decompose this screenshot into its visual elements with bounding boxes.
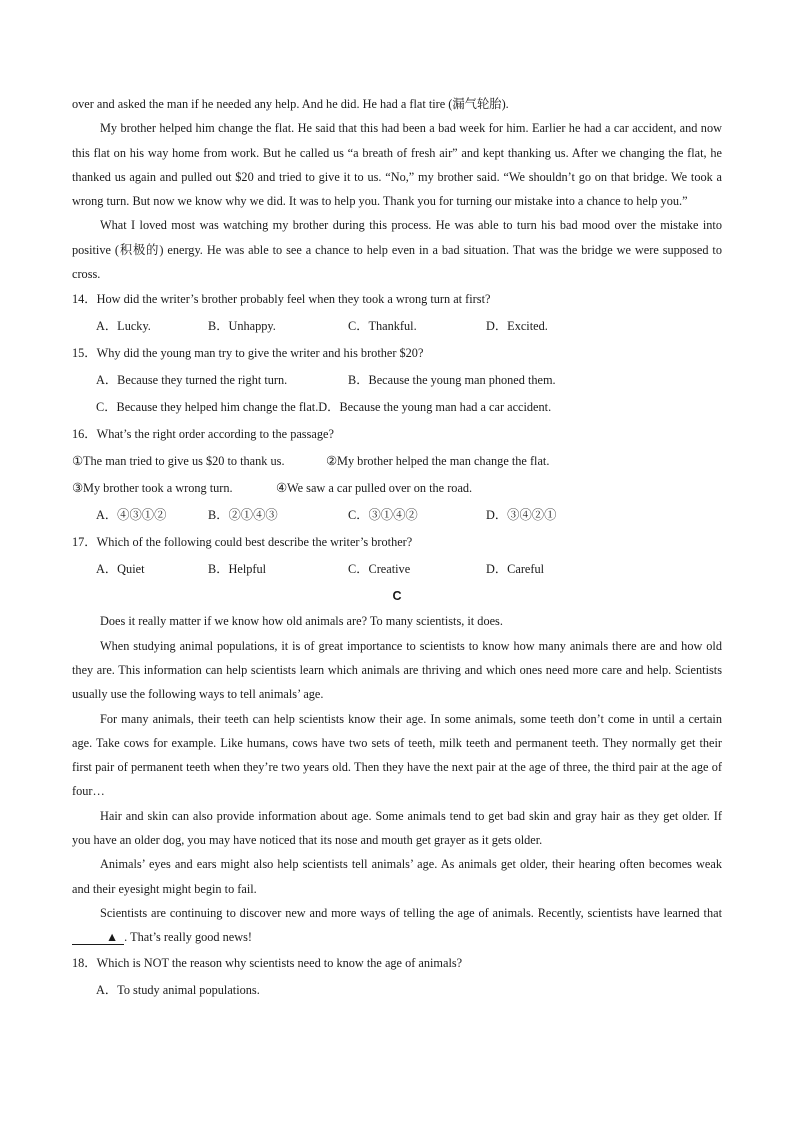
question-15-options-row-2 [72,394,722,421]
option-d: D．③④②① [486,508,557,523]
section-c-heading: C [392,589,402,604]
question-15 [72,340,722,421]
question-16-statements-row-1 [72,448,722,475]
question-18-options [72,977,722,1004]
question-15-options-row-1 [72,367,722,394]
option-b: B．Because the young man phoned them. [348,373,556,388]
section-c-paragraph-4: Hair and skin can also provide information about age. Some animals tend to get bad skin and gray hair as they get older. If you have an older dog, you may have noticed that its nose and mouth get grayer as it gets older. [72,808,722,848]
option-b: B．Helpful [208,562,267,577]
passage-b-paragraph-2: What I loved most was watching my brother during this process. He was able to turn his bad mood over the mistake into positive (积极的) energy. He was able to see a chance to help even in a bad situation. That was the bridge we were supposed to cross. [72,218,722,282]
answer-blank: ▲ [72,930,124,945]
option-c: C．Because they helped him change the flat. [96,400,319,415]
question-18 [72,950,722,1004]
question-14-stem: 14．How did the writer’s brother probably feel when they took a wrong turn at first? [72,292,491,307]
passage-b-continuation: over and asked the man if he needed any help. And he did. He had a flat tire (漏气轮胎). [72,97,509,111]
option-d: D．Excited. [486,319,548,334]
option-d: D．Because the young man had a car accident. [318,400,552,415]
question-17-stem: 17．Which of the following could best describe the writer’s brother? [72,535,413,550]
question-16 [72,421,722,529]
option-b: B．Unhappy. [208,319,276,334]
paragraph-6-text: Scientists are continuing to discover new and more ways of telling the age of animals. Recently, scientists have learned that [100,905,722,920]
passage-b-paragraph-1: My brother helped him change the flat. He said that this had been a bad week for him. Earlier he had a car accident, and now this flat on his way home from work. But he called us “a breath of fresh air” and kept thanking us. After we changing the flat, he thanked us again and pulled out $20 and tried to give it to us. “No,” my brother said. “We shouldn’t go on that bridge. We took a wrong turn. But now we know why we did. It was to help you. Thank you for turning our mistake into a chance to help you.” [72,121,722,209]
option-a: A．Lucky. [96,319,151,334]
statement-4: ④We saw a car pulled over on the road. [276,481,473,496]
section-c-paragraph-6 [72,901,722,950]
option-c: C．Thankful. [348,319,417,334]
paragraph-6-end: . That’s really good news! [124,930,253,945]
option-a: A．To study animal populations. [96,982,260,997]
section-c-paragraph-5: Animals’ eyes and ears might also help scientists tell animals’ age. As animals get older, their hearing often becomes weak and their eyesight might begin to fail. [72,857,722,896]
question-16-options [72,502,722,529]
option-b: B．②①④③ [208,508,278,523]
question-17 [72,529,722,583]
section-c-paragraph-3: For many animals, their teeth can help scientists know their age. In some animals, some teeth don’t come in until a certain age. Take cows for example. Like humans, cows have two sets of teeth, milk teeth and permanent teeth. They normally get their first pair of permanent teeth when they’re two years old. Then they have the next pair at the age of three, the third pair at the age of four… [72,711,722,799]
section-c-paragraph-1: Does it really matter if we know how old animals are? To many scientists, it does. [100,614,503,629]
question-18-stem: 18．Which is NOT the reason why scientists need to know the age of animals? [72,955,463,970]
section-c-paragraph-2: When studying animal populations, it is of great importance to scientists to know how many animals there are and how old they are. This information can help scientists learn which animals are thriving and which ones need more care and help. Scientists usually use the following ways to tell animals’ age. [72,638,722,702]
document-page [72,92,722,1004]
question-16-stem: 16．What’s the right order according to the passage? [72,427,334,442]
option-a: A．Because they turned the right turn. [96,373,288,388]
option-d: D．Careful [486,562,545,577]
option-c: C．③①④② [348,508,418,523]
option-a: A．④③①② [96,508,167,523]
option-a: A．Quiet [96,562,145,577]
question-16-statements-row-2 [72,475,722,502]
statement-3: ③My brother took a wrong turn. [72,481,233,496]
question-14 [72,286,722,340]
option-c: C．Creative [348,562,411,577]
question-15-stem: 15．Why did the young man try to give the writer and his brother $20? [72,346,424,361]
question-17-options [72,556,722,583]
statement-2: ②My brother helped the man change the flat. [326,454,550,469]
statement-1: ①The man tried to give us $20 to thank us. [72,454,285,469]
question-14-options [72,313,722,340]
